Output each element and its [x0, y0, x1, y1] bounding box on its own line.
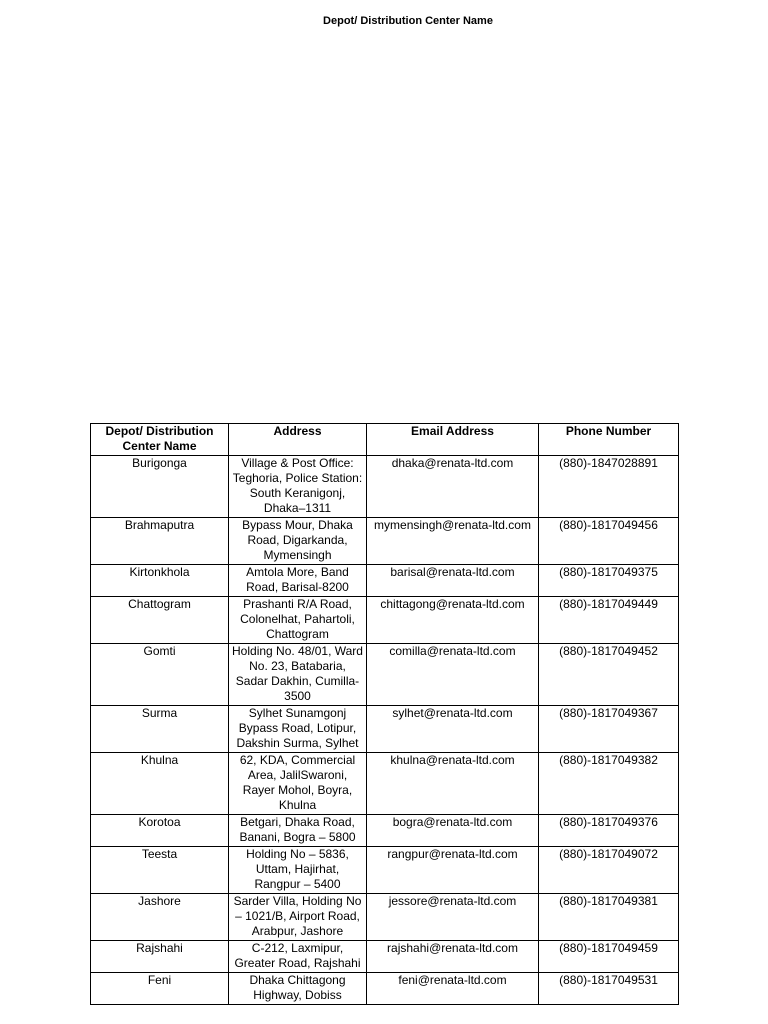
email-cell: barisal@renata-ltd.com — [367, 565, 539, 597]
address-cell: Holding No. 48/01, Ward No. 23, Batabaria, Sadar Dakhin, Cumilla-3500 — [229, 644, 367, 706]
depot-name-cell: Kirtonkhola — [91, 565, 229, 597]
column-header-address: Address — [229, 424, 367, 456]
address-cell: Prashanti R/A Road, Colonelhat, Pahartoli, Chattogram — [229, 597, 367, 644]
phone-cell: (880)-1817049367 — [539, 706, 679, 753]
email-cell: mymensingh@renata-ltd.com — [367, 518, 539, 565]
depot-name-cell: Teesta — [91, 847, 229, 894]
address-cell: Dhaka Chittagong Highway, Dobiss — [229, 973, 367, 1005]
depot-name-cell: Korotoa — [91, 815, 229, 847]
phone-cell: (880)-1817049531 — [539, 973, 679, 1005]
table-row — [91, 706, 679, 753]
depot-table — [90, 423, 679, 1005]
table-row — [91, 894, 679, 941]
table-row — [91, 973, 679, 1005]
phone-cell: (880)-1817049456 — [539, 518, 679, 565]
table-row — [91, 644, 679, 706]
address-cell: Holding No – 5836, Uttam, Hajirhat, Rangpur – 5400 — [229, 847, 367, 894]
address-cell: Bypass Mour, Dhaka Road, Digarkanda, Mymensingh — [229, 518, 367, 565]
address-cell: Betgari, Dhaka Road, Banani, Bogra – 5800 — [229, 815, 367, 847]
column-header-name: Depot/ Distribution Center Name — [91, 424, 229, 456]
phone-cell: (880)-1817049452 — [539, 644, 679, 706]
table-row — [91, 565, 679, 597]
table-row — [91, 753, 679, 815]
table-row — [91, 941, 679, 973]
table-header-row — [91, 424, 679, 456]
address-cell: C-212, Laxmipur, Greater Road, Rajshahi — [229, 941, 367, 973]
table-row — [91, 815, 679, 847]
email-cell: comilla@renata-ltd.com — [367, 644, 539, 706]
address-cell: Amtola More, Band Road, Barisal-8200 — [229, 565, 367, 597]
table-row — [91, 847, 679, 894]
email-cell: feni@renata-ltd.com — [367, 973, 539, 1005]
email-cell: chittagong@renata-ltd.com — [367, 597, 539, 644]
phone-cell: (880)-1817049381 — [539, 894, 679, 941]
email-cell: rajshahi@renata-ltd.com — [367, 941, 539, 973]
email-cell: sylhet@renata-ltd.com — [367, 706, 539, 753]
phone-cell: (880)-1817049382 — [539, 753, 679, 815]
column-header-phone: Phone Number — [539, 424, 679, 456]
address-cell: Sylhet Sunamgonj Bypass Road, Lotipur, Dakshin Surma, Sylhet — [229, 706, 367, 753]
table-row — [91, 456, 679, 518]
depot-name-cell: Chattogram — [91, 597, 229, 644]
table-row — [91, 597, 679, 644]
depot-name-cell: Gomti — [91, 644, 229, 706]
table-body — [91, 456, 679, 1005]
email-cell: bogra@renata-ltd.com — [367, 815, 539, 847]
address-cell: Sarder Villa, Holding No – 1021/B, Airport Road, Arabpur, Jashore — [229, 894, 367, 941]
depot-name-cell: Surma — [91, 706, 229, 753]
address-cell: 62, KDA, Commercial Area, JalilSwaroni, Rayer Mohol, Boyra, Khulna — [229, 753, 367, 815]
depot-name-cell: Jashore — [91, 894, 229, 941]
column-header-email: Email Address — [367, 424, 539, 456]
depot-name-cell: Feni — [91, 973, 229, 1005]
page-heading: Depot/ Distribution Center Name — [323, 15, 493, 27]
phone-cell: (880)-1817049459 — [539, 941, 679, 973]
phone-cell: (880)-1817049072 — [539, 847, 679, 894]
email-cell: khulna@renata-ltd.com — [367, 753, 539, 815]
depot-name-cell: Rajshahi — [91, 941, 229, 973]
phone-cell: (880)-1817049376 — [539, 815, 679, 847]
phone-cell: (880)-1817049375 — [539, 565, 679, 597]
depot-name-cell: Khulna — [91, 753, 229, 815]
phone-cell: (880)-1847028891 — [539, 456, 679, 518]
depot-name-cell: Burigonga — [91, 456, 229, 518]
email-cell: rangpur@renata-ltd.com — [367, 847, 539, 894]
address-cell: Village & Post Office: Teghoria, Police Station: South Keranigonj, Dhaka–1311 — [229, 456, 367, 518]
email-cell: jessore@renata-ltd.com — [367, 894, 539, 941]
depot-name-cell: Brahmaputra — [91, 518, 229, 565]
phone-cell: (880)-1817049449 — [539, 597, 679, 644]
table-row — [91, 518, 679, 565]
email-cell: dhaka@renata-ltd.com — [367, 456, 539, 518]
